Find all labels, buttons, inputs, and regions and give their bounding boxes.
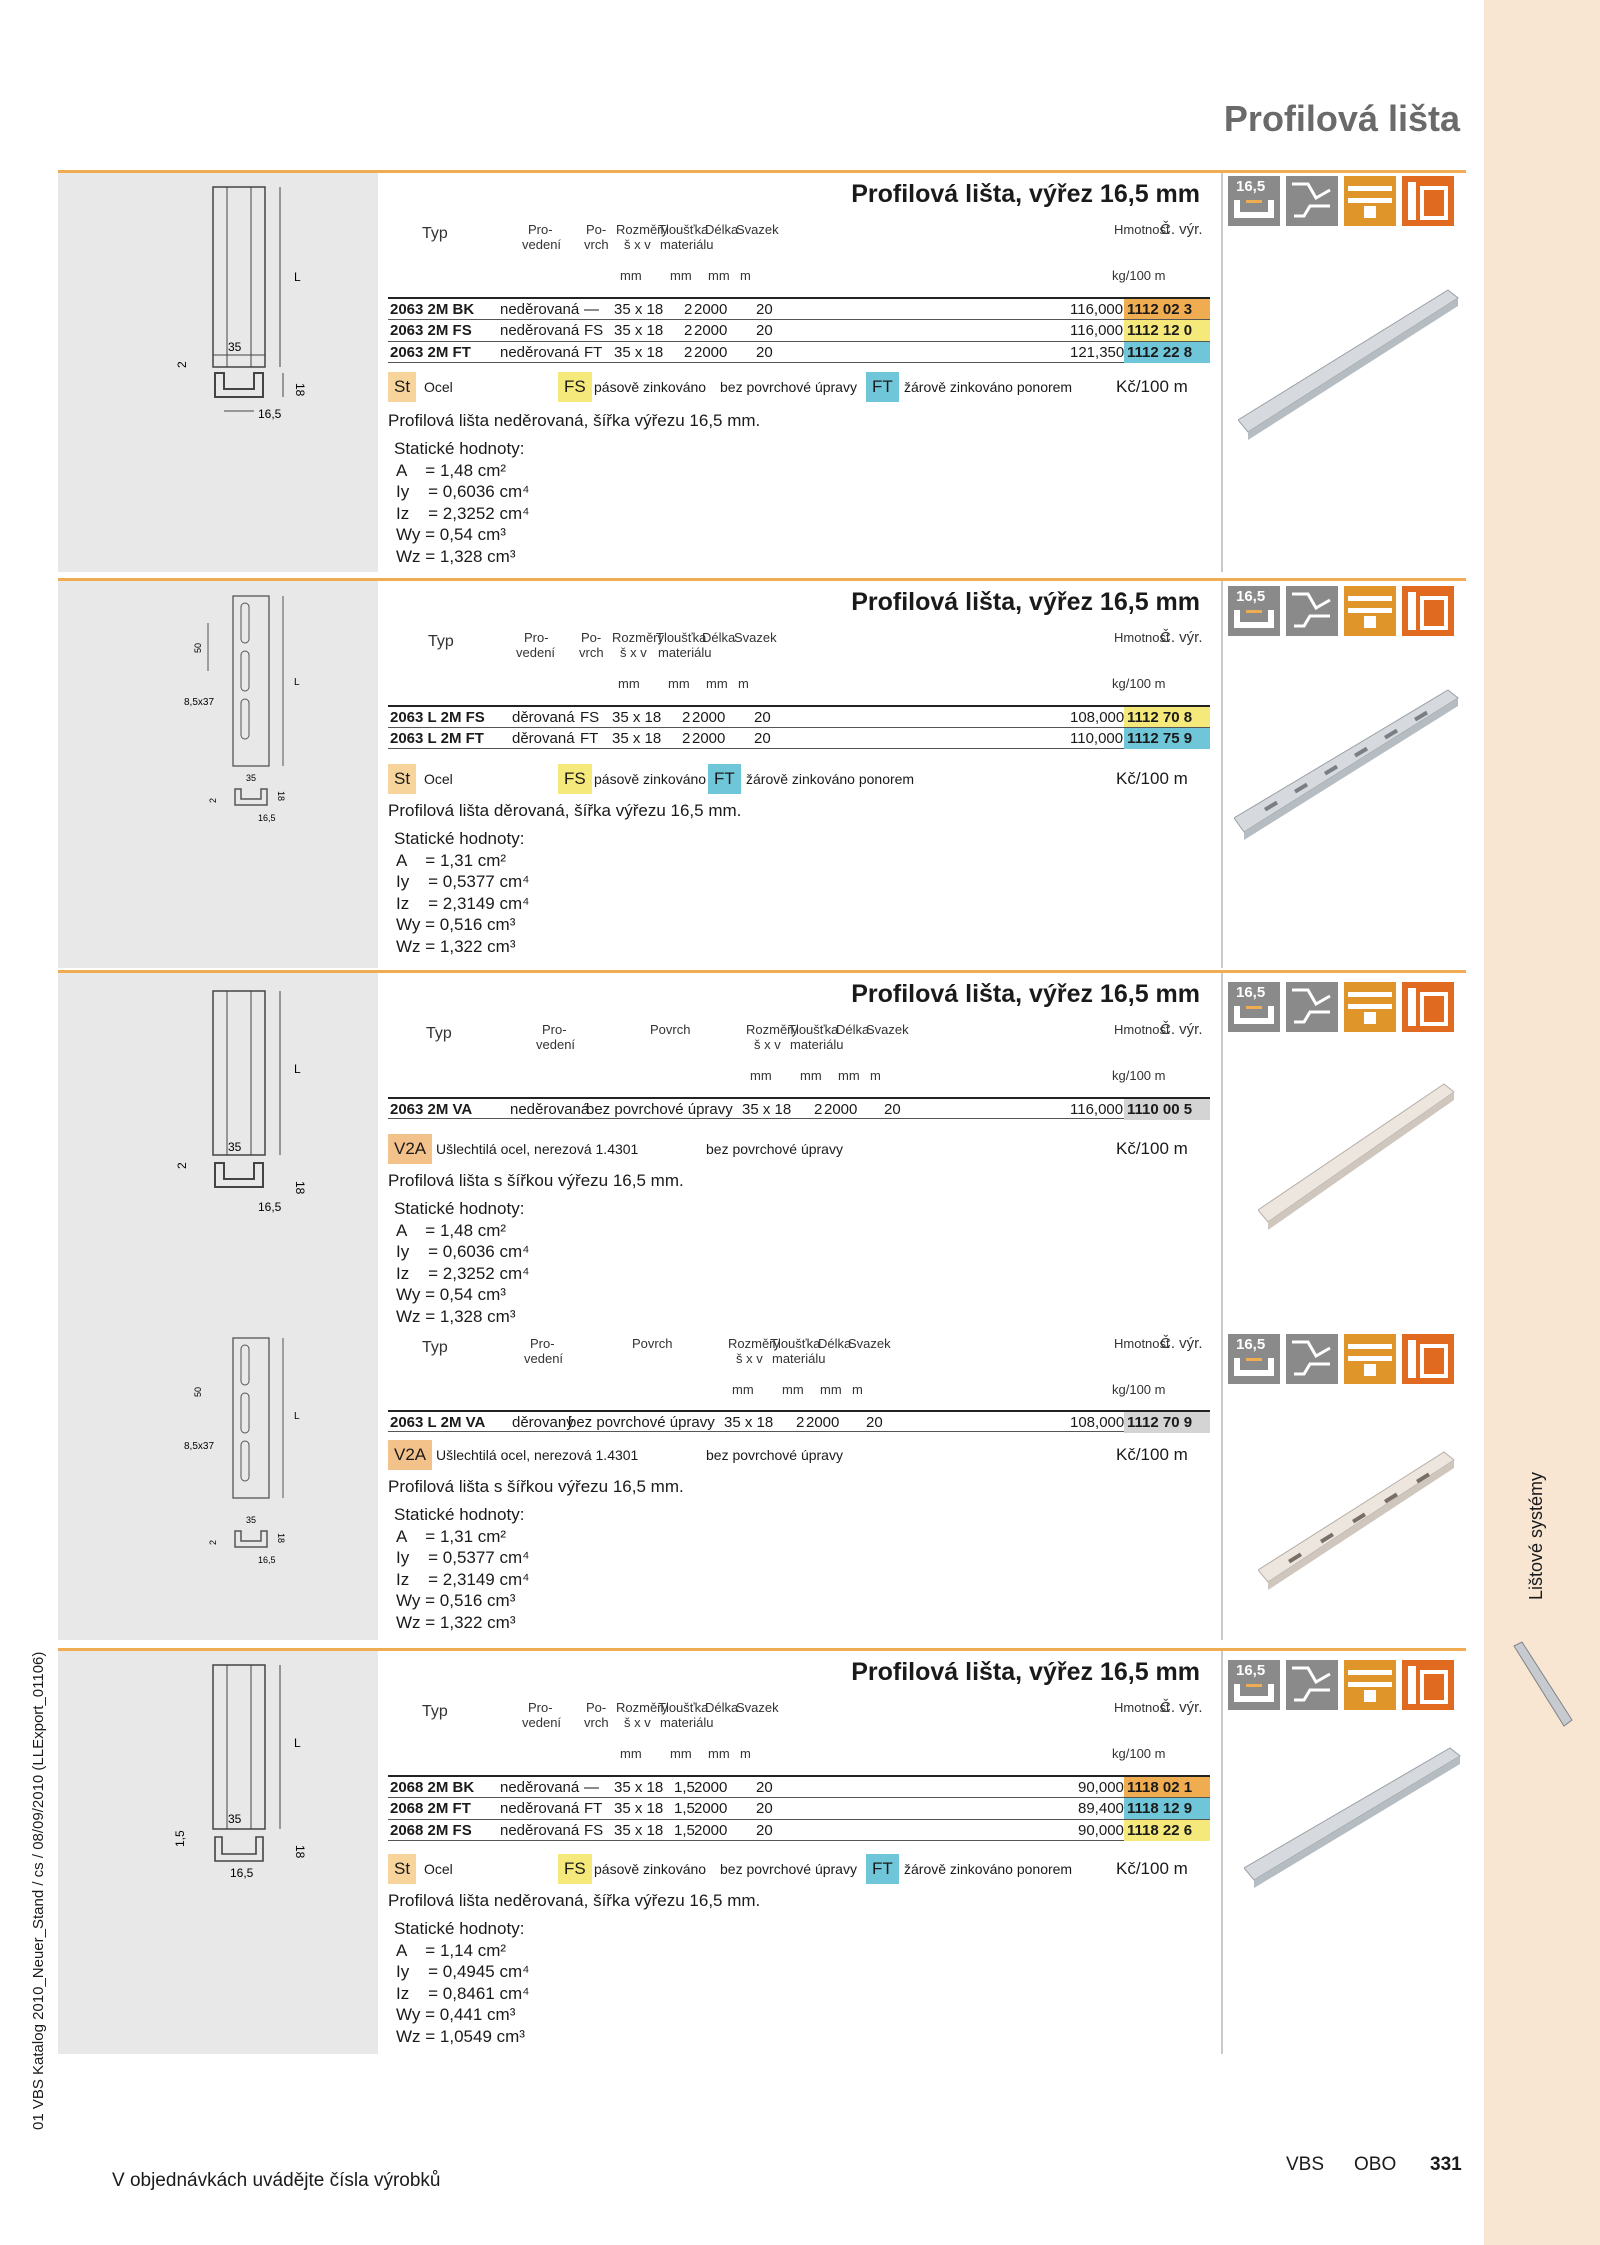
- svg-text:L: L: [294, 1062, 301, 1076]
- header-hmotnost: Hmotnost: [1114, 222, 1170, 237]
- table-row: 2068 2M BK neděrovaná — 35 x 18 1,5 2000 20 90,000 1118 02 1: [388, 1775, 1210, 1797]
- header-materialu: materiálu: [660, 237, 714, 252]
- product-section-2: [58, 578, 1466, 968]
- svg-text:L: L: [294, 677, 300, 688]
- table-header: Typ Pro- vedení Povrch Rozměry š x v Tloušťka materiálu Délka Svazek Hmotnost Č. výr. mm mm mm m kg/100 m: [426, 1021, 1203, 1083]
- unit-kg: kg/100 m: [1112, 268, 1166, 283]
- product-description: Profilová lišta s šířkou výřezu 16,5 mm.: [388, 1171, 684, 1190]
- header-vrch: vrch: [584, 237, 609, 252]
- table-row: 2063 L 2M VA děrovaný bez povrchové úpravy 35 x 18 2 2000 20 108,000 1112 70 9: [388, 1410, 1210, 1432]
- installation-icon: [1402, 1334, 1454, 1384]
- svg-text:2: 2: [208, 1539, 218, 1545]
- mounting-icon: [1286, 982, 1338, 1032]
- mounting-icon: [1286, 1334, 1338, 1384]
- footer-brand-vbs: VBS: [1286, 2154, 1325, 2175]
- svg-text:18: 18: [293, 1181, 307, 1195]
- material-legend: St Ocel FS pásově zinkováno bez povrchové úpravy FT žárově zinkováno ponorem Kč/100 m: [388, 372, 1208, 402]
- article-number: 1112 70 8: [1124, 707, 1210, 728]
- svg-text:18: 18: [276, 1533, 286, 1544]
- rail-photo: [1234, 668, 1462, 848]
- legend-fs: FS: [558, 372, 592, 402]
- article-number: 1110 00 5: [1124, 1099, 1210, 1120]
- article-number: 1112 75 9: [1124, 728, 1210, 749]
- svg-text:2: 2: [175, 1162, 189, 1169]
- rail-photo: [1258, 1070, 1458, 1230]
- header-delka: Délka: [705, 222, 739, 237]
- svg-text:35: 35: [246, 773, 257, 783]
- print-info: 01 VBS Katalog 2010_Neuer_Stand / cs / 08/09/2010 (LLExport_01106): [30, 1651, 47, 2130]
- installation-icon: [1402, 176, 1454, 226]
- category-thumbnail: [1508, 1640, 1578, 1730]
- page-title: Profilová lišta: [1223, 98, 1460, 139]
- rail-icon: [1344, 176, 1396, 226]
- header-vedeni: vedení: [522, 237, 562, 252]
- header-sxv: š x v: [624, 237, 651, 252]
- svg-text:2: 2: [208, 797, 218, 803]
- slot-width-icon: 16,5: [1228, 176, 1280, 226]
- unit-m: m: [740, 268, 751, 283]
- slot-width-icon: 16,5: [1228, 982, 1280, 1032]
- svg-text:8,5x37: 8,5x37: [184, 697, 215, 708]
- svg-text:50: 50: [193, 642, 203, 653]
- feature-icons: [1228, 1660, 1460, 1710]
- profile-drawing-solid: [58, 173, 378, 572]
- feature-icons: [1228, 176, 1460, 226]
- table-row: 2063 2M FT neděrovaná FT 35 x 18 2 2000 20 121,350 1112 22 8: [388, 341, 1210, 363]
- product-section-4: [58, 1648, 1466, 2054]
- svg-text:16,5: 16,5: [258, 1555, 276, 1565]
- svg-text:50: 50: [193, 1386, 203, 1397]
- profile-drawing-va: [58, 973, 378, 1640]
- slot-width-icon: 16,5: [1228, 1334, 1280, 1384]
- static-values: Statické hodnoty: A = 1,31 cm² Iy = 0,5377 cm⁴ Iz = 2,3149 cm⁴ Wy = 0,516 cm³ Wz = 1,322 cm³: [394, 829, 530, 956]
- feature-icons: [1228, 586, 1460, 636]
- page-number: 331: [1430, 2154, 1462, 2175]
- table-row: 2063 L 2M FT děrovaná FT 35 x 18 2 2000 20 110,000 1112 75 9: [388, 727, 1210, 749]
- installation-icon: [1402, 586, 1454, 636]
- svg-text:L: L: [294, 1736, 301, 1750]
- rail-icon: [1344, 982, 1396, 1032]
- svg-text:35: 35: [228, 1812, 242, 1826]
- header-pro: Pro-: [528, 222, 553, 237]
- price-unit: Kč/100 m: [1116, 377, 1188, 396]
- article-number: 1112 12 0: [1124, 320, 1210, 341]
- svg-text:16,5: 16,5: [258, 407, 282, 421]
- product-section-3: [58, 970, 1466, 1640]
- article-number: 1118 12 9: [1124, 1798, 1210, 1819]
- product-section-1: [58, 170, 1466, 572]
- article-number: 1118 02 1: [1124, 1777, 1210, 1798]
- legend-st: St: [388, 372, 416, 402]
- profile-drawing-slotted: [58, 581, 378, 968]
- article-number: 1112 70 9: [1124, 1412, 1210, 1433]
- product-description: Profilová lišta neděrovaná, šířka výřezu 16,5 mm.: [388, 1891, 761, 1910]
- footer-brand-obo: OBO: [1354, 2154, 1397, 2175]
- rail-icon: [1344, 1334, 1396, 1384]
- header-typ: Typ: [422, 225, 448, 242]
- product-description: Profilová lišta neděrovaná, šířka výřezu 16,5 mm.: [388, 411, 761, 430]
- side-category-label: Lištové systémy: [1526, 1471, 1546, 1600]
- material-legend: V2A Ušlechtilá ocel, nerezová 1.4301 bez povrchové úpravy Kč/100 m: [388, 1134, 1208, 1164]
- svg-text:18: 18: [293, 1845, 307, 1859]
- table-header: Typ Pro- vedení Po- vrch Rozměry š x v Tloušťka materiálu Délka Svazek Hmotnost Č. výr. mm mm mm m kg/100 m: [422, 1699, 1203, 1761]
- header-cvyr: Č. výr.: [1160, 221, 1203, 238]
- article-number: 1118 22 6: [1124, 1820, 1210, 1841]
- feature-icons: [1228, 1334, 1460, 1384]
- product-title: Profilová lišta, výřez 16,5 mm: [851, 588, 1200, 616]
- svg-text:L: L: [294, 1411, 300, 1422]
- table-header: [388, 222, 1208, 298]
- column-divider: [1221, 581, 1223, 968]
- table-row: 2068 2M FT neděrovaná FT 35 x 18 1,5 2000 20 89,400 1118 12 9: [388, 1797, 1210, 1819]
- svg-text:1,5: 1,5: [173, 1830, 187, 1847]
- column-divider: [1221, 1651, 1223, 2054]
- table-header: Typ Pro- vedení Povrch Rozměry š x v Tloušťka materiálu Délka Svazek Hmotnost Č. výr. mm mm mm m kg/100 m: [422, 1335, 1203, 1397]
- svg-text:16,5: 16,5: [258, 813, 276, 823]
- mounting-icon: [1286, 176, 1338, 226]
- material-legend: St Ocel FS pásově zinkováno FT žárově zinkováno ponorem Kč/100 m: [388, 764, 1208, 794]
- unit-mm: mm: [670, 268, 692, 283]
- table-row: 2063 2M FS neděrovaná FS 35 x 18 2 2000 20 116,000 1112 12 0: [388, 319, 1210, 341]
- product-title: Profilová lišta, výřez 16,5 mm: [851, 180, 1200, 208]
- svg-text:35: 35: [228, 340, 242, 354]
- svg-text:16,5: 16,5: [230, 1866, 254, 1880]
- table-row: 2063 L 2M FS děrovaná FS 35 x 18 2 2000 20 108,000 1112 70 8: [388, 705, 1210, 727]
- footer-note: V objednávkách uvádějte čísla výrobků: [112, 2170, 441, 2191]
- column-divider: [1221, 973, 1223, 1640]
- svg-text:L: L: [294, 270, 301, 284]
- svg-text:2: 2: [175, 361, 189, 368]
- static-values: Statické hodnoty: A = 1,14 cm² Iy = 0,4945 cm⁴ Iz = 0,8461 cm⁴ Wy = 0,441 cm³ Wz = 1,0549 cm³: [394, 1919, 530, 2046]
- installation-icon: [1402, 982, 1454, 1032]
- svg-text:16,5: 16,5: [258, 1200, 282, 1214]
- static-values: Statické hodnoty: A = 1,31 cm² Iy = 0,5377 cm⁴ Iz = 2,3149 cm⁴ Wy = 0,516 cm³ Wz = 1,322 cm³: [394, 1505, 530, 1632]
- header-rozmery: Rozměry: [616, 222, 669, 237]
- header-po: Po-: [586, 222, 607, 237]
- mounting-icon: [1286, 586, 1338, 636]
- header-tloustka: Tloušťka: [658, 222, 709, 237]
- table-row: 2063 2M BK neděrovaná — 35 x 18 2 2000 20 116,000 1112 02 3: [388, 297, 1210, 319]
- mounting-icon: [1286, 1660, 1338, 1710]
- product-title: Profilová lišta, výřez 16,5 mm: [851, 1658, 1200, 1686]
- table-header: Typ Pro- vedení Po- vrch Rozměry š x v Tloušťka materiálu Délka Svazek Hmotnost Č. výr. mm mm mm m kg/100 m: [428, 629, 1203, 691]
- material-legend: V2A Ušlechtilá ocel, nerezová 1.4301 bez povrchové úpravy Kč/100 m: [388, 1440, 1208, 1470]
- side-tab-bar: [1484, 0, 1600, 2245]
- rail-photo: [1258, 1440, 1458, 1590]
- profile-drawing-2068: [58, 1651, 378, 2054]
- slot-width-icon: 16,5: [1228, 1660, 1280, 1710]
- rail-icon: [1344, 586, 1396, 636]
- svg-text:35: 35: [228, 1140, 242, 1154]
- slot-width-icon: 16,5: [1228, 586, 1280, 636]
- column-divider: [1221, 173, 1223, 572]
- product-title: Profilová lišta, výřez 16,5 mm: [851, 980, 1200, 1008]
- rail-photo: [1238, 270, 1462, 450]
- article-number: 1112 22 8: [1124, 342, 1210, 363]
- static-values: Statické hodnoty: A = 1,48 cm² Iy = 0,6036 cm⁴ Iz = 2,3252 cm⁴ Wy = 0,54 cm³ Wz = 1,328 cm³: [394, 439, 530, 566]
- feature-icons: [1228, 982, 1460, 1032]
- svg-text:18: 18: [276, 791, 286, 802]
- static-values: Statické hodnoty: A = 1,48 cm² Iy = 0,6036 cm⁴ Iz = 2,3252 cm⁴ Wy = 0,54 cm³ Wz = 1,328 cm³: [394, 1199, 530, 1326]
- svg-text:35: 35: [246, 1515, 257, 1525]
- installation-icon: [1402, 1660, 1454, 1710]
- unit-mm: mm: [708, 268, 730, 283]
- svg-text:18: 18: [293, 383, 307, 397]
- material-legend: St Ocel FS pásově zinkováno bez povrchové úpravy FT žárově zinkováno ponorem Kč/100 m: [388, 1854, 1208, 1884]
- article-number: 1112 02 3: [1124, 299, 1210, 320]
- product-description: Profilová lišta s šířkou výřezu 16,5 mm.: [388, 1477, 684, 1496]
- svg-text:8,5x37: 8,5x37: [184, 1441, 215, 1452]
- rail-photo: [1244, 1738, 1464, 1898]
- legend-ft: FT: [866, 372, 899, 402]
- unit-mm: mm: [620, 268, 642, 283]
- product-description: Profilová lišta děrovaná, šířka výřezu 16,5 mm.: [388, 801, 742, 820]
- legend-v2a: V2A: [388, 1134, 432, 1164]
- table-row: 2063 2M VA neděrovaná bez povrchové úpravy 35 x 18 2 2000 20 116,000 1110 00 5: [388, 1097, 1210, 1119]
- table-row: 2068 2M FS neděrovaná FS 35 x 18 1,5 2000 20 90,000 1118 22 6: [388, 1819, 1210, 1841]
- header-svazek: Svazek: [736, 222, 779, 237]
- rail-icon: [1344, 1660, 1396, 1710]
